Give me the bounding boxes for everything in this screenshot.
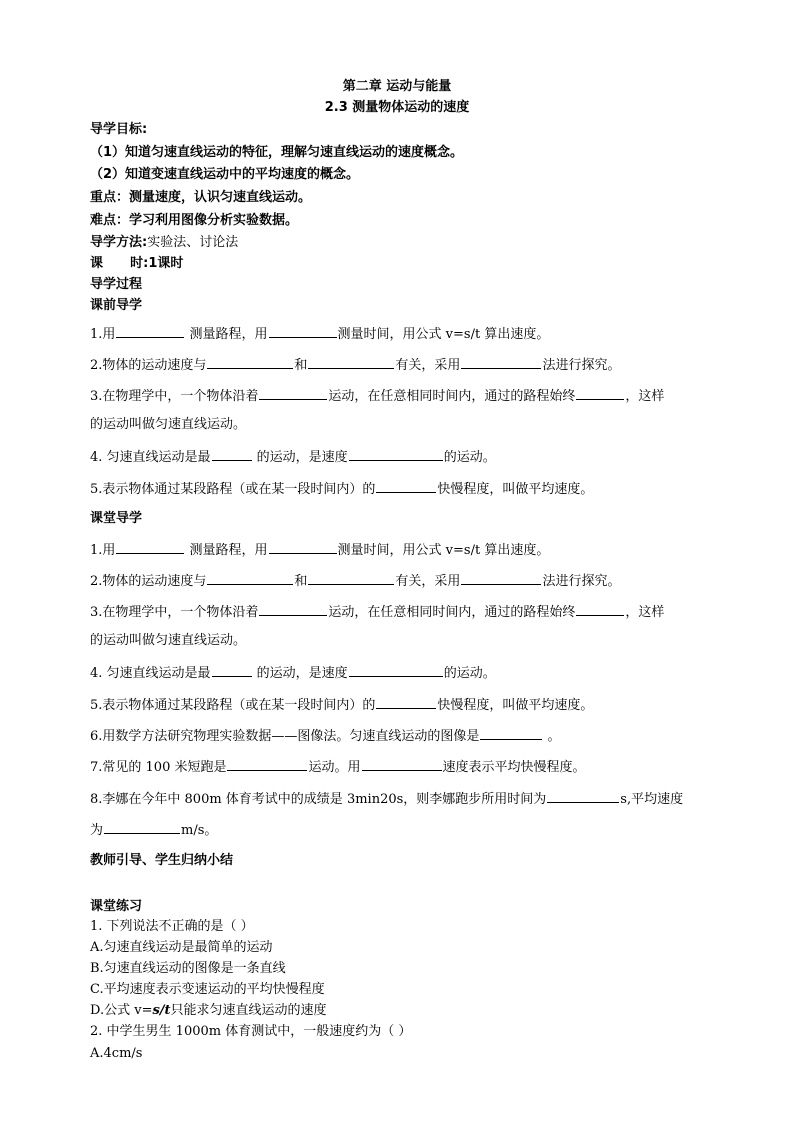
pre-section-title: 课前导学 — [90, 298, 143, 313]
text: 和 — [294, 574, 308, 589]
text: 5.表示物体通过某段路程（或在某一段时间内）的 — [90, 482, 376, 497]
text: 只能求匀速直线运动的速度 — [170, 1003, 327, 1018]
summary-title: 教师引导、学生归纳小结 — [90, 853, 234, 868]
answer-blank[interactable] — [207, 355, 293, 369]
text: 7.常见的 100 米短跑是 — [90, 760, 227, 775]
lesson-line — [90, 255, 183, 273]
class-question-6 — [90, 726, 561, 746]
formula: s/t — [152, 1003, 171, 1018]
option-b: B.匀速直线运动的图像是一条直线 — [90, 961, 286, 976]
answer-blank[interactable] — [376, 479, 436, 493]
text: 3.在物理学中，一个物体沿着 — [90, 389, 259, 404]
text: 测量时间，用公式 v=s/t 算出速度。 — [337, 543, 550, 558]
text: 3.在物理学中，一个物体沿着 — [90, 605, 259, 620]
answer-blank[interactable] — [547, 789, 619, 803]
text: 有关，采用 — [395, 358, 461, 373]
class-question-3 — [90, 602, 664, 622]
class-question-5 — [90, 695, 593, 715]
text: 测量路程，用 — [185, 543, 268, 558]
answer-blank[interactable] — [308, 571, 394, 585]
answer-blank[interactable] — [576, 602, 624, 616]
text: m/s。 — [181, 823, 218, 838]
text: 运动。用 — [308, 760, 361, 775]
pre-question-5 — [90, 479, 593, 499]
lesson-label: 课 时: — [90, 256, 149, 271]
text: ，这样 — [625, 389, 665, 404]
text: 5.表示物体通过某段路程（或在某一段时间内）的 — [90, 698, 376, 713]
section-title: 2.3 测量物体运动的速度 — [324, 100, 470, 115]
text: 的运动，是速度 — [252, 450, 348, 465]
class-question-1 — [90, 540, 549, 560]
text: 运动，在任意相同时间内，通过的路程始终 — [328, 389, 576, 404]
answer-blank[interactable] — [308, 355, 394, 369]
text: 快慢程度，叫做平均速度。 — [437, 482, 594, 497]
class-section-title: 课堂导学 — [90, 511, 143, 526]
answer-blank[interactable] — [349, 663, 443, 677]
goal-1: （1）知道匀速直线运动的特征，理解匀速直线运动的速度概念。 — [90, 145, 464, 160]
method-label: 导学方法: — [90, 235, 148, 250]
text: 2.物体的运动速度与 — [90, 574, 207, 589]
answer-blank[interactable] — [207, 571, 293, 585]
method-value: 实验法、讨论法 — [147, 235, 239, 250]
text: 1.用 — [90, 327, 116, 342]
answer-blank[interactable] — [376, 695, 436, 709]
answer-blank[interactable] — [461, 355, 541, 369]
practice-title: 课堂练习 — [90, 899, 143, 914]
text: 测量时间，用公式 v=s/t 算出速度。 — [337, 327, 550, 342]
text: 4. 匀速直线运动是最 — [90, 450, 211, 465]
difficulty: 难点：学习利用图像分析实验数据。 — [90, 213, 299, 228]
method-line — [90, 234, 238, 252]
class-question-7 — [90, 757, 586, 777]
lesson-value: 1课时 — [148, 256, 184, 271]
answer-blank[interactable] — [116, 540, 184, 554]
answer-blank[interactable] — [349, 447, 443, 461]
text: 2.物体的运动速度与 — [90, 358, 207, 373]
text: 6.用数学方法研究物理实验数据——图像法。匀速直线运动的图像是 — [90, 729, 480, 744]
pre-question-3-cont: 的运动叫做匀速直线运动。 — [90, 417, 247, 432]
answer-blank[interactable] — [269, 324, 337, 338]
text: 为 — [90, 823, 104, 838]
class-question-2 — [90, 571, 620, 591]
answer-blank[interactable] — [480, 726, 542, 740]
text: 有关，采用 — [395, 574, 461, 589]
answer-blank[interactable] — [362, 757, 442, 771]
answer-blank[interactable] — [116, 324, 184, 338]
class-question-3-cont: 的运动叫做匀速直线运动。 — [90, 633, 247, 648]
goals-title: 导学目标: — [90, 122, 148, 137]
process-title: 导学过程 — [90, 277, 143, 292]
text: 快慢程度，叫做平均速度。 — [437, 698, 594, 713]
option-a: A.匀速直线运动是最简单的运动 — [90, 940, 273, 955]
class-question-8 — [90, 789, 683, 809]
class-question-4 — [90, 663, 496, 683]
pre-question-2 — [90, 355, 620, 375]
pre-question-1 — [90, 324, 549, 344]
text: s,平均速度 — [620, 792, 684, 807]
answer-blank[interactable] — [576, 386, 624, 400]
answer-blank[interactable] — [227, 757, 307, 771]
text: 8.李娜在今年中 800m 体育考试中的成绩是 3min20s，则李娜跑步所用时间为 — [90, 792, 547, 807]
answer-blank[interactable] — [269, 540, 337, 554]
text: 的运动，是速度 — [252, 666, 348, 681]
text: 法进行探究。 — [542, 358, 621, 373]
answer-blank[interactable] — [461, 571, 541, 585]
practice-question-2: 2. 中学生男生 1000m 体育测试中，一般速度约为（ ） — [90, 1024, 412, 1039]
text: 法进行探究。 — [542, 574, 621, 589]
answer-blank[interactable] — [212, 447, 252, 461]
answer-blank[interactable] — [259, 602, 327, 616]
chapter-title: 第二章 运动与能量 — [342, 79, 452, 94]
text: 和 — [294, 358, 308, 373]
practice-question-1: 1. 下列说法不正确的是（ ） — [90, 919, 254, 934]
answer-blank[interactable] — [259, 386, 327, 400]
answer-blank[interactable] — [104, 820, 180, 834]
class-question-8-cont — [90, 820, 217, 840]
text: D.公式 v= — [90, 1003, 153, 1018]
answer-blank[interactable] — [212, 663, 252, 677]
option-d — [90, 1002, 327, 1020]
text: 4. 匀速直线运动是最 — [90, 666, 211, 681]
text: 的运动。 — [443, 450, 496, 465]
pre-question-3 — [90, 386, 664, 406]
text: 速度表示平均快慢程度。 — [442, 760, 586, 775]
option-c: C.平均速度表示变速运动的平均快慢程度 — [90, 982, 325, 997]
pre-question-4 — [90, 447, 496, 467]
option-a-2: A.4cm/s — [90, 1046, 143, 1061]
key-point: 重点：测量速度，认识匀速直线运动。 — [90, 190, 312, 205]
text: 。 — [543, 729, 561, 744]
text: 1.用 — [90, 543, 116, 558]
goal-2: （2）知道变速直线运动中的平均速度的概念。 — [90, 167, 360, 182]
text: 运动，在任意相同时间内，通过的路程始终 — [328, 605, 576, 620]
text: 的运动。 — [443, 666, 496, 681]
text: ，这样 — [625, 605, 665, 620]
text: 测量路程，用 — [185, 327, 268, 342]
